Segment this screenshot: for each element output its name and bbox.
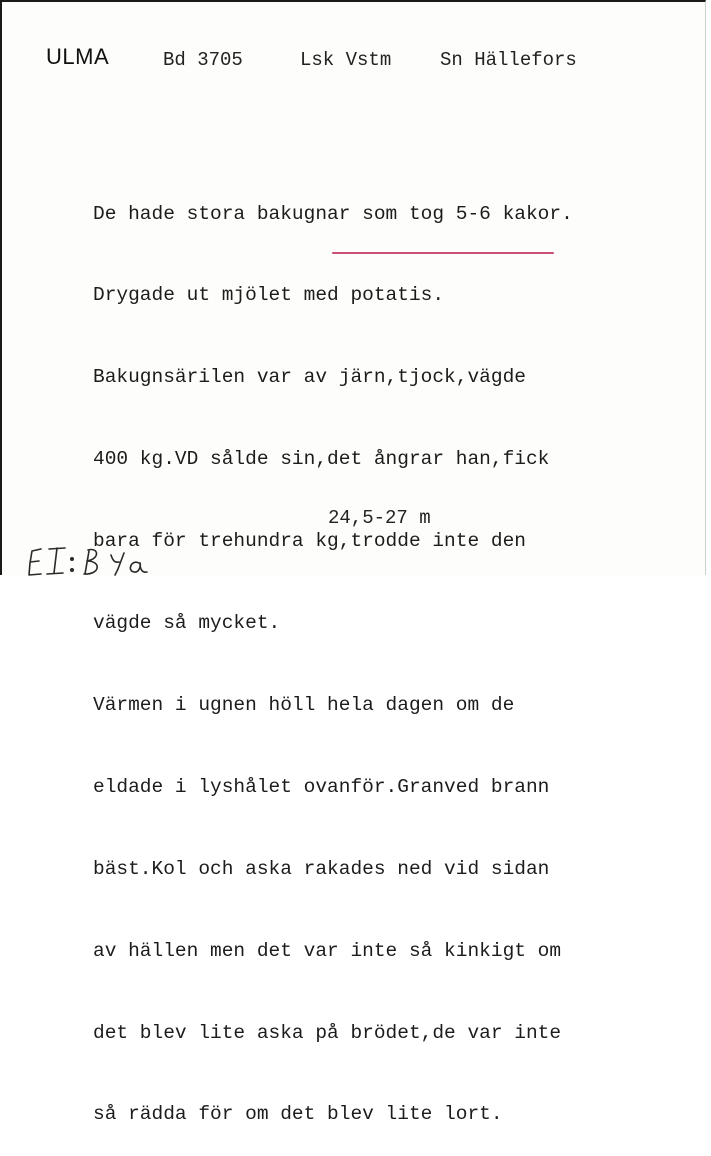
text-line: av hällen men det var inte så kinkigt om [93,939,562,962]
measurement-note: 24,5-27 m [328,507,431,529]
region-code: Lsk Vstm [300,49,392,71]
handwritten-code-signature [27,539,192,579]
text-line: vägde så mycket. [93,612,281,635]
text-line: så rädda för om det blev lite lort. [93,1103,503,1126]
text-line: eldade i lyshålet ovanför.Granved brann [93,775,550,798]
card-header [46,42,646,78]
text-line: 400 kg.VD sålde sin,det ångrar han,fick [93,448,550,471]
volume-number: Bd 3705 [163,49,243,71]
text-line: bäst.Kol och aska rakades ned vid sidan [93,857,550,880]
text-line: det blev lite aska på brödet,de var inte [93,1021,562,1044]
text-line: De hade stora bakugnar som tog 5-6 kakor. [93,202,573,225]
text-line: bara för trehundra kg,trodde inte den [93,530,526,553]
transcription-text [93,146,673,1156]
archive-title: ULMA [46,44,110,69]
text-line: Värmen i ugnen höll hela dagen om de [93,693,515,716]
text-line: Drygade ut mjölet med potatis. [93,284,445,307]
red-underline-mark [332,252,554,254]
parish-name: Sn Hällefors [440,49,577,71]
text-line: Bakugnsärilen var av järn,tjock,vägde [93,366,526,389]
